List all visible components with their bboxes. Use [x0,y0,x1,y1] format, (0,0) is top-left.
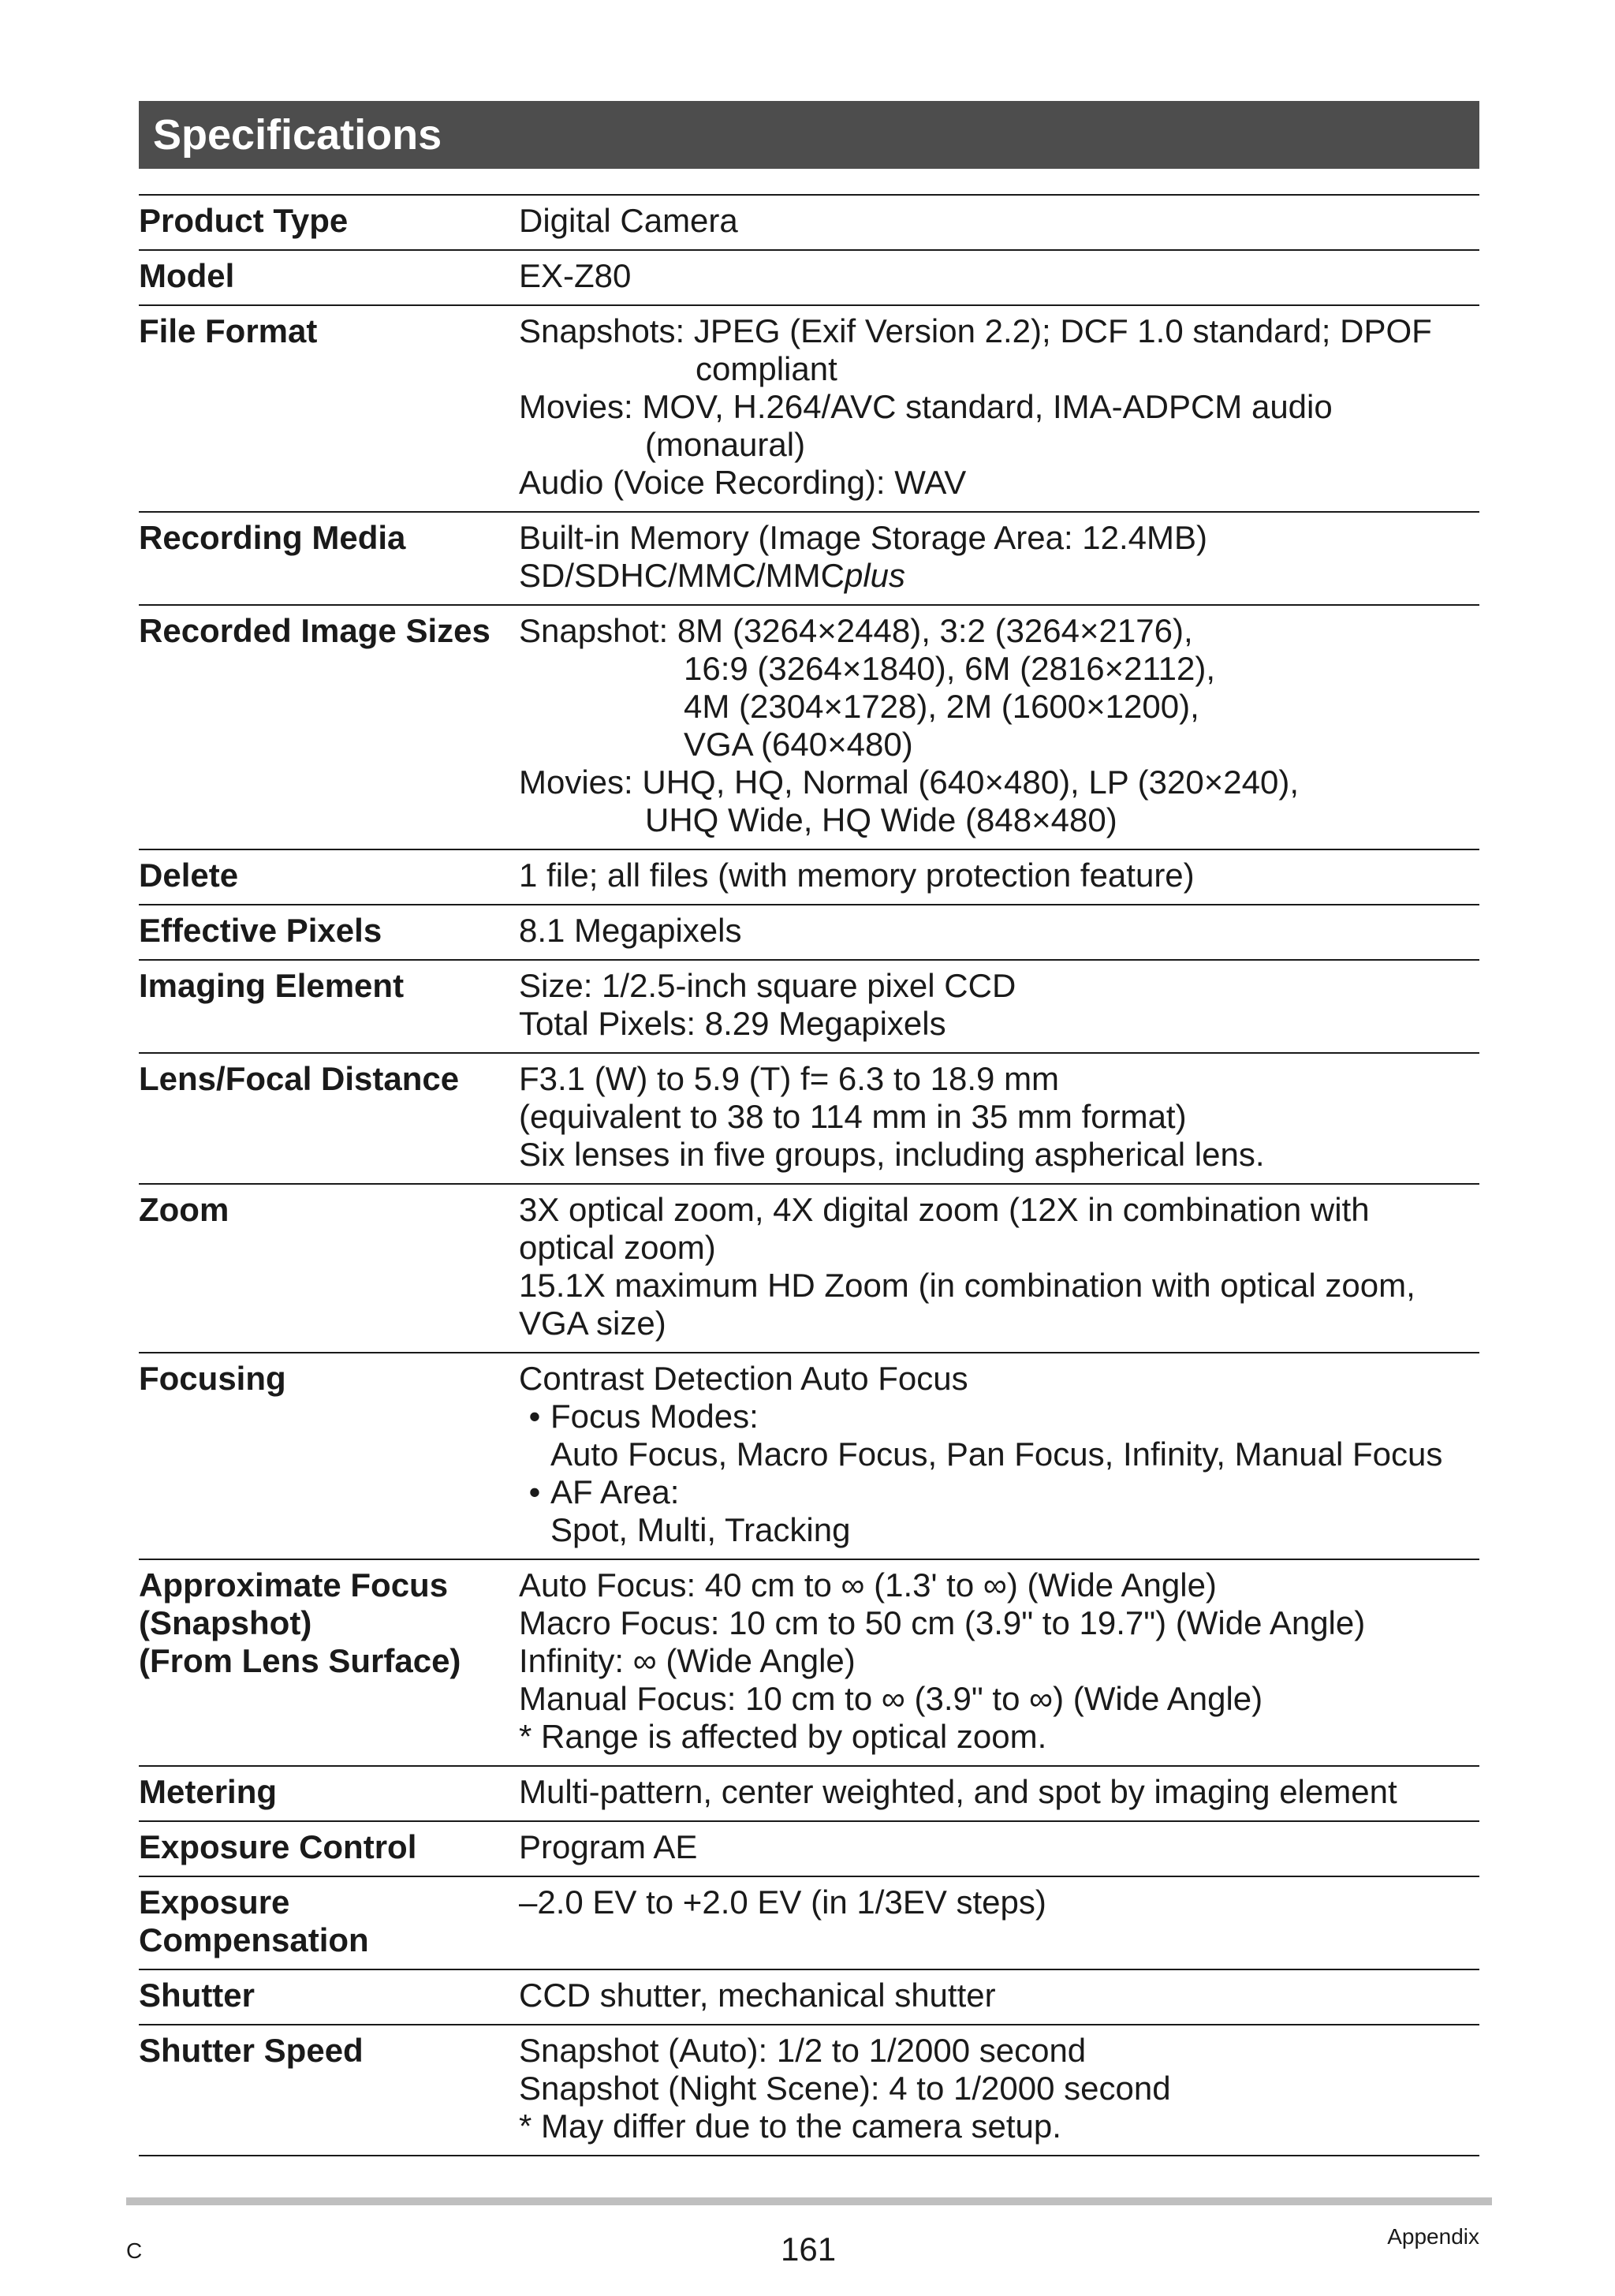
row-label: Effective Pixels [139,912,382,949]
row-value: Contrast Detection Auto Focus • Focus Modes: Auto Focus, Macro Focus, Pan Focus, Infinity, Manual Focus • AF Area: Spot, Multi, Tracking [519,1360,1443,1548]
row-label: Shutter [139,1977,255,2014]
table-row [139,960,1479,1053]
row-label: Zoom [139,1191,229,1228]
row-value: Multi-pattern, center weighted, and spot by imaging element [519,1773,1397,1810]
row-value: F3.1 (W) to 5.9 (T) f= 6.3 to 18.9 mm (equivalent to 38 to 114 mm in 35 mm format) Six lenses in five groups, including aspherical lens. [519,1060,1265,1173]
row-label: Recorded Image Sizes [139,612,490,649]
table-row [139,1969,1479,2025]
table-row [139,1821,1479,1876]
row-value: Program AE [519,1828,698,1865]
table-row [139,1766,1479,1821]
footer-divider [126,2197,1492,2205]
specifications-table [139,194,1479,2156]
row-label: Imaging Element [139,967,405,1004]
bullet-icon: • [528,1398,541,1435]
row-value: 3X optical zoom, 4X digital zoom (12X in combination with optical zoom) 15.1X maximum HD Zoom (in combination with optical zoom, VGA size) [519,1191,1415,1342]
table-row [139,250,1479,305]
table-row [139,2025,1479,2156]
row-value: Snapshot (Auto): 1/2 to 1/2000 second Snapshot (Night Scene): 4 to 1/2000 second * May differ due to the camera setup. [519,2032,1171,2145]
footer-section-name: Appendix [1387,2224,1479,2249]
row-label: Recording Media [139,519,406,556]
row-label: Shutter Speed [139,2032,364,2069]
table-row [139,512,1479,605]
row-value: 1 file; all files (with memory protection feature) [519,857,1195,894]
table-row [139,1053,1479,1184]
page-number: 161 [781,2231,837,2268]
row-label: Approximate Focus (Snapshot) (From Lens Surface) [139,1566,461,1679]
row-value: Size: 1/2.5-inch square pixel CCD Total Pixels: 8.29 Megapixels [519,967,1016,1042]
row-value: Snapshot: 8M (3264×2448), 3:2 (3264×2176), 16:9 (3264×1840), 6M (2816×2112), 4M (2304×1728), 2M (1600×1200), VGA (640×480) Movies: UHQ, HQ, Normal (640×480), LP (320×240), UHQ Wide, HQ Wide (848×480) [519,612,1299,838]
row-label: Delete [139,857,239,894]
table-row [139,1559,1479,1766]
row-value: CCD shutter, mechanical shutter [519,1977,996,2014]
row-value: –2.0 EV to +2.0 EV (in 1/3EV steps) [519,1883,1046,1921]
row-value: 8.1 Megapixels [519,912,742,949]
table-row [139,849,1479,905]
row-label: Model [139,257,235,294]
row-label: Exposure Compensation [139,1883,369,1958]
row-value: Built-in Memory (Image Storage Area: 12.4MB) SD/SDHC/MMC/MMCplus [519,519,1208,594]
row-label: Metering [139,1773,278,1810]
table-row [139,1184,1479,1353]
page-title: Specifications [139,101,1479,169]
row-value: Auto Focus: 40 cm to ∞ (1.3' to ∞) (Wide Angle) Macro Focus: 10 cm to 50 cm (3.9" to 19.7") (Wide Angle) Infinity: ∞ (Wide Angle) Manual Focus: 10 cm to ∞ (3.9" to ∞) (Wide Angle) * Range is affected by optical zoom. [519,1566,1366,1755]
row-value: Snapshots: JPEG (Exif Version 2.2); DCF 1.0 standard; DPOF compliant Movies: MOV, H.264/AVC standard, IMA-ADPCM audio (monaural) Audio (Voice Recording): WAV [519,312,1432,501]
table-row [139,905,1479,960]
table-row [139,1876,1479,1969]
table-row [139,1353,1479,1559]
table-row [139,195,1479,250]
row-label: Product Type [139,202,349,239]
footer-language-code: C [126,2238,143,2263]
row-label: Lens/Focal Distance [139,1060,460,1097]
table-row [139,605,1479,849]
row-value: EX-Z80 [519,257,632,294]
row-value: Digital Camera [519,202,738,239]
row-label: Focusing [139,1360,286,1397]
row-label: Exposure Control [139,1828,417,1865]
row-label: File Format [139,312,318,349]
table-row [139,305,1479,512]
bullet-icon: • [528,1473,541,1510]
